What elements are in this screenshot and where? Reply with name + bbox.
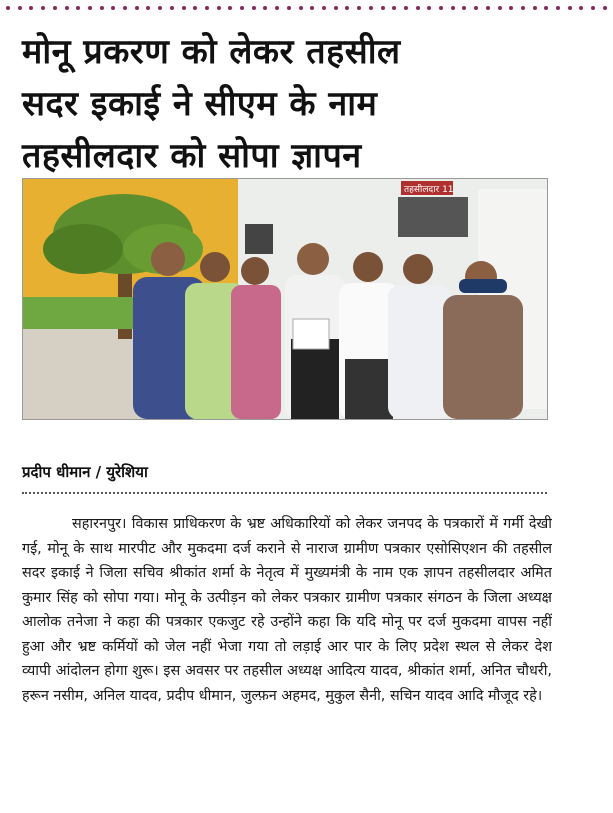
article-headline [22,26,592,182]
border-dot [369,6,373,10]
border-dot [240,6,244,10]
border-dot [603,6,607,10]
border-dot [299,6,303,10]
border-dot [392,6,396,10]
border-dot [556,6,560,10]
headline-line-2: सदर इकाई ने सीएम के नाम [22,84,378,124]
border-dot [65,6,69,10]
border-dot [41,6,45,10]
border-dot [451,6,455,10]
border-dot [416,6,420,10]
border-dot [404,6,408,10]
top-dotted-border [0,6,613,14]
border-dot [263,6,267,10]
border-dot [88,6,92,10]
border-dot [6,6,10,10]
border-dot [29,6,33,10]
border-dot [533,6,537,10]
border-dot [427,6,431,10]
border-dot [462,6,466,10]
border-dot [287,6,291,10]
border-dot [205,6,209,10]
border-dot [182,6,186,10]
window [245,224,273,254]
memorandum-paper [293,319,329,349]
border-dot [275,6,279,10]
border-dot [228,6,232,10]
border-dot [439,6,443,10]
border-dot [579,6,583,10]
border-dot [146,6,150,10]
article-body: सहारनपुर। विकास प्राधिकरण के भ्रष्ट अधिकारियों को लेकर जनपद के पत्रकारों में गर्मी देखी गई, मोनू के साथ मारपीट और मुकदमा दर्ज कराने से नाराज ग्रामीण पत्रकार एसोसिएशन की तहसील सदर इकाई ने जिला सचिव श्रीकांत शर्मा के नेतृत्व में मुख्यमंत्री के नाम एक ज्ञापन तहसीलदार अमित कुमार सिंह को सोपा गया। मोनू के उत्पीड़न को लेकर पत्रकार ग्रामीण पत्रकार संगठन के जिला अध्यक्ष आलोक तनेजा ने कहा की पत्रकार एकजुट रहे उन्होंने कहा कि यदि मोनू पर दर्ज मुकदमा वापस नहीं हुआ और भ्रष्ट कर्मियों को जेल नहीं भेजा गया तो लड़ाई आर पार के लिए प्रदेश स्थल से लेकर देश व्यापी आंदोलन होगा शुरू। इस अवसर पर तहसील अध्यक्ष आदित्य यादव, श्रीकांत शर्मा, अनित चौधरी, हरून नसीम, अनिल यादव, प्रदीप धीमान, जुल्फ़न अहमद, मुकुल सैनी, सचिन यादव आदि मौजूद रहे। [22,516,552,704]
border-dot [568,6,572,10]
room-sign-text: तहसीलदार 11 [404,185,454,195]
border-dot [498,6,502,10]
border-dot [357,6,361,10]
border-dot [111,6,115,10]
border-dot [345,6,349,10]
news-photo [22,178,548,420]
border-dot [18,6,22,10]
border-dot [76,6,80,10]
border-dot [158,6,162,10]
border-dot [170,6,174,10]
border-dot [322,6,326,10]
border-dot [521,6,525,10]
border-dot [310,6,314,10]
border-dot [252,6,256,10]
headline-line-1: मोनू प्रकरण को लेकर तहसील [22,32,401,72]
border-dot [381,6,385,10]
border-dot [193,6,197,10]
border-dot [591,6,595,10]
border-dot [135,6,139,10]
border-dot [509,6,513,10]
border-dot [53,6,57,10]
divider-dotted [22,492,547,494]
border-dot [123,6,127,10]
border-dot [544,6,548,10]
border-dot [100,6,104,10]
byline: प्रदीप धीमान / युरेशिया [22,463,148,481]
border-dot [474,6,478,10]
border-dot [486,6,490,10]
window-grill [398,197,468,237]
photo-illustration [23,179,547,419]
border-dot [334,6,338,10]
headline-line-3: तहसीलदार को सोपा ज्ञापन [22,136,362,176]
border-dot [217,6,221,10]
